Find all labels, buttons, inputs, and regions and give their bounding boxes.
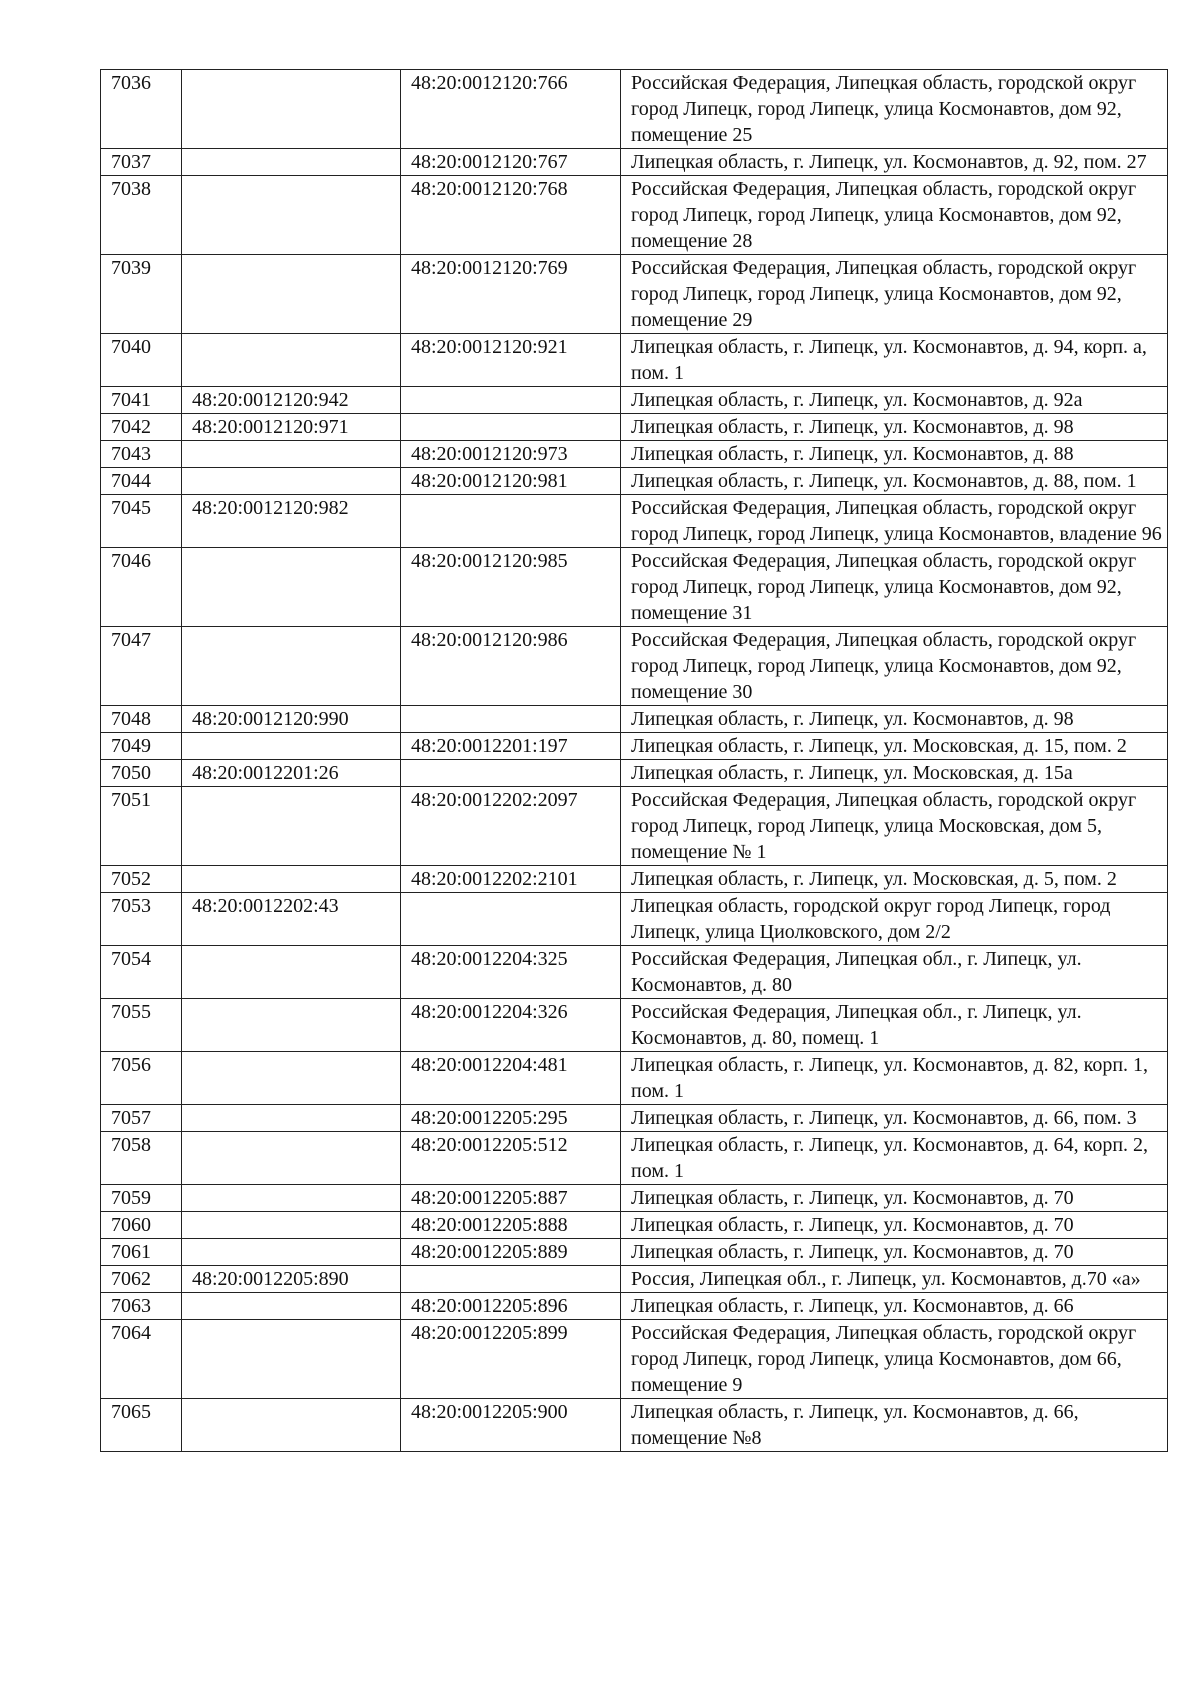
address-cell: Российская Федерация, Липецкая область, городской округ город Липецк, город Липецк, улица Космонавтов, дом 66, помещение 9 xyxy=(621,1320,1168,1399)
table-row xyxy=(101,495,1168,548)
address-cell: Российская Федерация, Липецкая область, городской округ город Липецк, город Липецк, улица Космонавтов, дом 92, помещение 28 xyxy=(621,176,1168,255)
object-cadastral-number-cell xyxy=(401,760,621,787)
land-cadastral-number-cell xyxy=(182,1105,401,1132)
table-row xyxy=(101,387,1168,414)
property-register-table xyxy=(100,69,1168,1452)
address-cell: Российская Федерация, Липецкая область, городской округ город Липецк, город Липецк, улица Космонавтов, дом 92, помещение 31 xyxy=(621,548,1168,627)
table-row xyxy=(101,1212,1168,1239)
row-number-cell: 7057 xyxy=(101,1105,182,1132)
address-cell: Липецкая область, г. Липецк, ул. Космонавтов, д. 66 xyxy=(621,1293,1168,1320)
land-cadastral-number-cell: 48:20:0012120:982 xyxy=(182,495,401,548)
row-number-cell: 7055 xyxy=(101,999,182,1052)
object-cadastral-number-cell: 48:20:0012120:986 xyxy=(401,627,621,706)
row-number-cell: 7063 xyxy=(101,1293,182,1320)
table-row xyxy=(101,1399,1168,1452)
table-row xyxy=(101,627,1168,706)
address-cell: Липецкая область, г. Липецк, ул. Космонавтов, д. 70 xyxy=(621,1212,1168,1239)
row-number-cell: 7056 xyxy=(101,1052,182,1105)
address-cell: Российская Федерация, Липецкая область, городской округ город Липецк, город Липецк, улица Космонавтов, дом 92, помещение 30 xyxy=(621,627,1168,706)
row-number-cell: 7042 xyxy=(101,414,182,441)
row-number-cell: 7059 xyxy=(101,1185,182,1212)
object-cadastral-number-cell: 48:20:0012205:899 xyxy=(401,1320,621,1399)
object-cadastral-number-cell: 48:20:0012120:921 xyxy=(401,334,621,387)
row-number-cell: 7062 xyxy=(101,1266,182,1293)
row-number-cell: 7041 xyxy=(101,387,182,414)
object-cadastral-number-cell xyxy=(401,893,621,946)
table-row xyxy=(101,414,1168,441)
row-number-cell: 7053 xyxy=(101,893,182,946)
table-row xyxy=(101,760,1168,787)
object-cadastral-number-cell: 48:20:0012201:197 xyxy=(401,733,621,760)
table-row xyxy=(101,1105,1168,1132)
table-row xyxy=(101,1132,1168,1185)
object-cadastral-number-cell xyxy=(401,1266,621,1293)
row-number-cell: 7048 xyxy=(101,706,182,733)
table-row xyxy=(101,255,1168,334)
address-cell: Россия, Липецкая обл., г. Липецк, ул. Космонавтов, д.70 «а» xyxy=(621,1266,1168,1293)
object-cadastral-number-cell: 48:20:0012120:973 xyxy=(401,441,621,468)
row-number-cell: 7038 xyxy=(101,176,182,255)
row-number-cell: 7058 xyxy=(101,1132,182,1185)
object-cadastral-number-cell: 48:20:0012120:981 xyxy=(401,468,621,495)
table-row xyxy=(101,176,1168,255)
address-cell: Российская Федерация, Липецкая область, городской округ город Липецк, город Липецк, улица Космонавтов, дом 92, помещение 25 xyxy=(621,70,1168,149)
row-number-cell: 7065 xyxy=(101,1399,182,1452)
table-row xyxy=(101,149,1168,176)
row-number-cell: 7040 xyxy=(101,334,182,387)
row-number-cell: 7051 xyxy=(101,787,182,866)
table-row xyxy=(101,706,1168,733)
object-cadastral-number-cell: 48:20:0012120:768 xyxy=(401,176,621,255)
table-row xyxy=(101,1185,1168,1212)
table-row xyxy=(101,733,1168,760)
address-cell: Липецкая область, г. Липецк, ул. Космонавтов, д. 82, корп. 1, пом. 1 xyxy=(621,1052,1168,1105)
object-cadastral-number-cell: 48:20:0012120:766 xyxy=(401,70,621,149)
land-cadastral-number-cell xyxy=(182,334,401,387)
row-number-cell: 7050 xyxy=(101,760,182,787)
object-cadastral-number-cell xyxy=(401,706,621,733)
land-cadastral-number-cell xyxy=(182,866,401,893)
land-cadastral-number-cell xyxy=(182,176,401,255)
address-cell: Липецкая область, г. Липецк, ул. Московская, д. 15а xyxy=(621,760,1168,787)
land-cadastral-number-cell xyxy=(182,255,401,334)
land-cadastral-number-cell xyxy=(182,149,401,176)
address-cell: Липецкая область, г. Липецк, ул. Космонавтов, д. 64, корп. 2, пом. 1 xyxy=(621,1132,1168,1185)
address-cell: Российская Федерация, Липецкая область, городской округ город Липецк, город Липецк, улица Космонавтов, владение 96 xyxy=(621,495,1168,548)
object-cadastral-number-cell: 48:20:0012205:887 xyxy=(401,1185,621,1212)
object-cadastral-number-cell xyxy=(401,495,621,548)
land-cadastral-number-cell: 48:20:0012120:942 xyxy=(182,387,401,414)
land-cadastral-number-cell xyxy=(182,1052,401,1105)
land-cadastral-number-cell xyxy=(182,1293,401,1320)
table-row xyxy=(101,70,1168,149)
table-row xyxy=(101,1266,1168,1293)
address-cell: Липецкая область, г. Липецк, ул. Космонавтов, д. 94, корп. а, пом. 1 xyxy=(621,334,1168,387)
row-number-cell: 7036 xyxy=(101,70,182,149)
address-cell: Российская Федерация, Липецкая обл., г. Липецк, ул. Космонавтов, д. 80, помещ. 1 xyxy=(621,999,1168,1052)
object-cadastral-number-cell: 48:20:0012120:767 xyxy=(401,149,621,176)
object-cadastral-number-cell: 48:20:0012204:325 xyxy=(401,946,621,999)
row-number-cell: 7043 xyxy=(101,441,182,468)
land-cadastral-number-cell xyxy=(182,1399,401,1452)
row-number-cell: 7047 xyxy=(101,627,182,706)
row-number-cell: 7046 xyxy=(101,548,182,627)
table-row xyxy=(101,334,1168,387)
table-row xyxy=(101,1293,1168,1320)
land-cadastral-number-cell xyxy=(182,468,401,495)
land-cadastral-number-cell xyxy=(182,70,401,149)
land-cadastral-number-cell xyxy=(182,441,401,468)
row-number-cell: 7039 xyxy=(101,255,182,334)
object-cadastral-number-cell: 48:20:0012120:769 xyxy=(401,255,621,334)
object-cadastral-number-cell: 48:20:0012204:481 xyxy=(401,1052,621,1105)
row-number-cell: 7045 xyxy=(101,495,182,548)
table-row xyxy=(101,866,1168,893)
address-cell: Липецкая область, г. Липецк, ул. Космонавтов, д. 70 xyxy=(621,1185,1168,1212)
land-cadastral-number-cell: 48:20:0012120:971 xyxy=(182,414,401,441)
address-cell: Липецкая область, г. Липецк, ул. Космонавтов, д. 70 xyxy=(621,1239,1168,1266)
address-cell: Липецкая область, г. Липецк, ул. Космонавтов, д. 88 xyxy=(621,441,1168,468)
object-cadastral-number-cell xyxy=(401,387,621,414)
object-cadastral-number-cell: 48:20:0012202:2101 xyxy=(401,866,621,893)
address-cell: Липецкая область, г. Липецк, ул. Космонавтов, д. 66, помещение №8 xyxy=(621,1399,1168,1452)
address-cell: Российская Федерация, Липецкая область, городской округ город Липецк, город Липецк, улица Московская, дом 5, помещение № 1 xyxy=(621,787,1168,866)
address-cell: Липецкая область, г. Липецк, ул. Московская, д. 5, пом. 2 xyxy=(621,866,1168,893)
land-cadastral-number-cell xyxy=(182,946,401,999)
table-row xyxy=(101,468,1168,495)
address-cell: Российская Федерация, Липецкая область, городской округ город Липецк, город Липецк, улица Космонавтов, дом 92, помещение 29 xyxy=(621,255,1168,334)
address-cell: Липецкая область, городской округ город Липецк, город Липецк, улица Циолковского, дом 2/2 xyxy=(621,893,1168,946)
land-cadastral-number-cell xyxy=(182,1185,401,1212)
object-cadastral-number-cell: 48:20:0012205:512 xyxy=(401,1132,621,1185)
table-row xyxy=(101,441,1168,468)
row-number-cell: 7061 xyxy=(101,1239,182,1266)
row-number-cell: 7037 xyxy=(101,149,182,176)
table-row xyxy=(101,999,1168,1052)
object-cadastral-number-cell: 48:20:0012205:889 xyxy=(401,1239,621,1266)
object-cadastral-number-cell: 48:20:0012204:326 xyxy=(401,999,621,1052)
address-cell: Липецкая область, г. Липецк, ул. Космонавтов, д. 88, пом. 1 xyxy=(621,468,1168,495)
address-cell: Липецкая область, г. Липецк, ул. Космонавтов, д. 92а xyxy=(621,387,1168,414)
land-cadastral-number-cell: 48:20:0012120:990 xyxy=(182,706,401,733)
land-cadastral-number-cell: 48:20:0012205:890 xyxy=(182,1266,401,1293)
land-cadastral-number-cell: 48:20:0012201:26 xyxy=(182,760,401,787)
object-cadastral-number-cell: 48:20:0012202:2097 xyxy=(401,787,621,866)
row-number-cell: 7064 xyxy=(101,1320,182,1399)
land-cadastral-number-cell xyxy=(182,733,401,760)
row-number-cell: 7060 xyxy=(101,1212,182,1239)
table-row xyxy=(101,548,1168,627)
row-number-cell: 7049 xyxy=(101,733,182,760)
land-cadastral-number-cell xyxy=(182,548,401,627)
table-row xyxy=(101,787,1168,866)
land-cadastral-number-cell xyxy=(182,787,401,866)
object-cadastral-number-cell: 48:20:0012205:900 xyxy=(401,1399,621,1452)
table-row xyxy=(101,893,1168,946)
address-cell: Липецкая область, г. Липецк, ул. Космонавтов, д. 98 xyxy=(621,414,1168,441)
land-cadastral-number-cell xyxy=(182,1239,401,1266)
register-table-body xyxy=(101,70,1168,1452)
row-number-cell: 7044 xyxy=(101,468,182,495)
address-cell: Липецкая область, г. Липецк, ул. Космонавтов, д. 92, пом. 27 xyxy=(621,149,1168,176)
land-cadastral-number-cell xyxy=(182,1212,401,1239)
table-row xyxy=(101,1320,1168,1399)
address-cell: Липецкая область, г. Липецк, ул. Космонавтов, д. 98 xyxy=(621,706,1168,733)
land-cadastral-number-cell: 48:20:0012202:43 xyxy=(182,893,401,946)
object-cadastral-number-cell: 48:20:0012205:896 xyxy=(401,1293,621,1320)
land-cadastral-number-cell xyxy=(182,1320,401,1399)
land-cadastral-number-cell xyxy=(182,627,401,706)
row-number-cell: 7054 xyxy=(101,946,182,999)
land-cadastral-number-cell xyxy=(182,1132,401,1185)
table-row xyxy=(101,1052,1168,1105)
table-row xyxy=(101,1239,1168,1266)
object-cadastral-number-cell: 48:20:0012120:985 xyxy=(401,548,621,627)
address-cell: Липецкая область, г. Липецк, ул. Московская, д. 15, пом. 2 xyxy=(621,733,1168,760)
table-row xyxy=(101,946,1168,999)
address-cell: Российская Федерация, Липецкая обл., г. Липецк, ул. Космонавтов, д. 80 xyxy=(621,946,1168,999)
address-cell: Липецкая область, г. Липецк, ул. Космонавтов, д. 66, пом. 3 xyxy=(621,1105,1168,1132)
land-cadastral-number-cell xyxy=(182,999,401,1052)
object-cadastral-number-cell: 48:20:0012205:295 xyxy=(401,1105,621,1132)
row-number-cell: 7052 xyxy=(101,866,182,893)
object-cadastral-number-cell xyxy=(401,414,621,441)
object-cadastral-number-cell: 48:20:0012205:888 xyxy=(401,1212,621,1239)
